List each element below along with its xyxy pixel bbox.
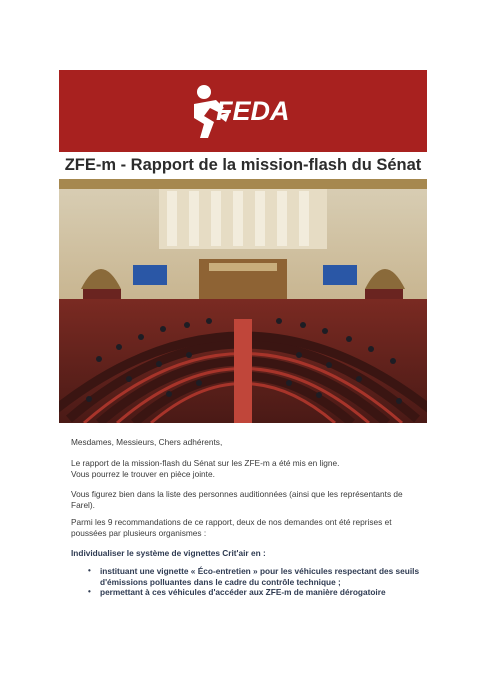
list-item bbox=[71, 587, 421, 598]
brand-name: FEDA bbox=[216, 96, 290, 126]
bullet-icon: • bbox=[88, 566, 91, 575]
bullet-icon: • bbox=[88, 587, 91, 596]
senate-photo bbox=[59, 179, 427, 423]
recommendation-list bbox=[71, 566, 421, 598]
greeting: Mesdames, Messieurs, Chers adhérents, bbox=[71, 437, 223, 447]
page-title: ZFE-m - Rapport de la mission-flash du Sénat bbox=[64, 156, 422, 174]
header-banner bbox=[59, 70, 427, 152]
paragraph-auditions: Vous figurez bien dans la liste des personnes auditionnées (ainsi que les représentants de Farel). bbox=[71, 489, 403, 510]
list-item-text: permettant à ces véhicules d'accéder aux ZFE-m de manière dérogatoire bbox=[100, 587, 386, 597]
paragraph-report-line-1: Le rapport de la mission-flash du Sénat sur les ZFE-m a été mis en ligne. bbox=[71, 458, 340, 468]
paragraph-report bbox=[71, 458, 421, 480]
section-heading: Individualiser le système de vignettes Crit'air en : bbox=[71, 548, 266, 558]
list-item-text: instituant une vignette « Éco-entretien » pour les véhicules respectant des seuils d'émissions polluantes dans le cadre du contrôle technique ; bbox=[100, 566, 420, 587]
list-item bbox=[71, 566, 421, 587]
paragraph-report-line-2: Vous pourrez le trouver en pièce jointe. bbox=[71, 469, 215, 479]
paragraph-recommendations: Parmi les 9 recommandations de ce rapport, deux de nos demandes ont été reprises et poussées par plusieurs organismes : bbox=[71, 517, 392, 538]
